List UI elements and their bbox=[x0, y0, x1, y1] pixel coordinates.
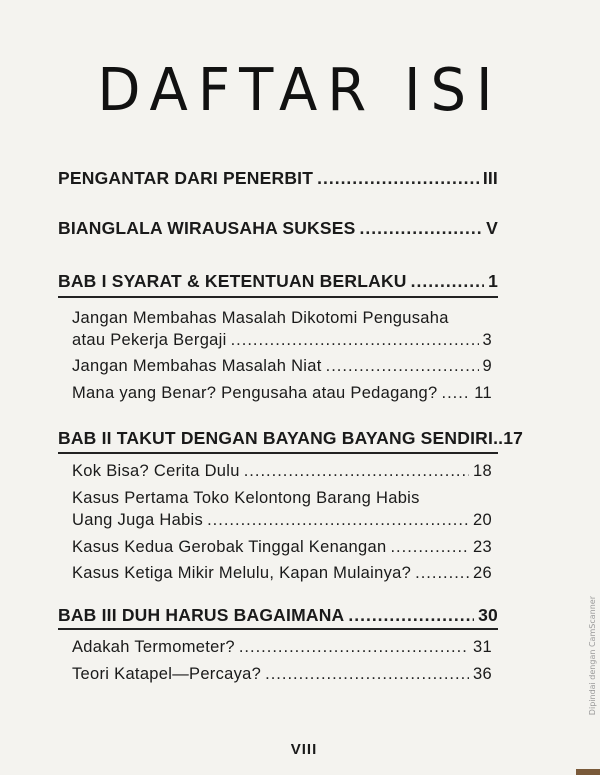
section-page: 30 bbox=[478, 605, 498, 625]
section-page: III bbox=[482, 168, 498, 188]
dot-leader bbox=[415, 564, 469, 583]
item-page: 23 bbox=[473, 538, 492, 556]
section-rule bbox=[58, 296, 498, 298]
item-page: 9 bbox=[482, 357, 492, 375]
item-page: 11 bbox=[474, 384, 492, 402]
item-label: Teori Katapel—Percaya? bbox=[72, 665, 262, 683]
page-number: VIII bbox=[290, 741, 318, 758]
section-label: BAB II TAKUT DENGAN BAYANG BAYANG SENDIRI.. bbox=[58, 428, 504, 448]
dot-leader bbox=[265, 665, 469, 684]
section-page: 1 bbox=[488, 271, 498, 291]
section-label: PENGANTAR DARI PENERBIT bbox=[58, 168, 314, 188]
item-label: Kasus Kedua Gerobak Tinggal Kenangan bbox=[72, 538, 387, 556]
dot-leader bbox=[231, 331, 479, 350]
item-label: Jangan Membahas Masalah Niat bbox=[72, 357, 322, 375]
toc-item[interactable] bbox=[72, 357, 492, 376]
toc-item[interactable] bbox=[72, 564, 492, 583]
page-edge bbox=[576, 769, 600, 775]
item-label: Kasus Ketiga Mikir Melulu, Kapan Mulainya? bbox=[72, 564, 412, 582]
section-rule bbox=[58, 628, 498, 630]
dot-leader bbox=[326, 357, 479, 376]
toc-item[interactable] bbox=[72, 462, 492, 481]
toc-item[interactable] bbox=[72, 538, 492, 557]
item-page: 31 bbox=[473, 638, 492, 656]
bleed-through-text bbox=[150, 0, 480, 40]
section-label: BIANGLALA WIRAUSAHA SUKSES bbox=[58, 218, 356, 238]
dot-leader bbox=[411, 271, 484, 292]
item-label: Adakah Termometer? bbox=[72, 638, 235, 656]
section-label: BAB III DUH HARUS BAGAIMANA bbox=[58, 605, 345, 625]
dot-leader bbox=[244, 462, 469, 481]
item-label: Kok Bisa? Cerita Dulu bbox=[72, 462, 240, 480]
section-rule bbox=[58, 452, 498, 454]
item-page: 36 bbox=[473, 665, 492, 683]
toc-item[interactable] bbox=[72, 638, 492, 657]
item-page: 26 bbox=[473, 564, 492, 582]
toc-section[interactable] bbox=[58, 218, 498, 239]
section-label: BAB I SYARAT & KETENTUAN BERLAKU bbox=[58, 271, 407, 291]
toc-item-line1: Jangan Membahas Masalah Dikotomi Pengusaha bbox=[72, 309, 449, 327]
scanner-watermark: Dipindai dengan CamScanner bbox=[588, 595, 597, 715]
dot-leader bbox=[348, 605, 474, 626]
item-label: atau Pekerja Bergaji bbox=[72, 331, 227, 349]
item-label: Mana yang Benar? Pengusaha atau Pedagang? bbox=[72, 384, 438, 402]
item-label: Uang Juga Habis bbox=[72, 511, 204, 529]
toc-item[interactable] bbox=[72, 665, 492, 684]
toc-section[interactable] bbox=[58, 605, 498, 626]
dot-leader bbox=[442, 384, 471, 403]
section-page: V bbox=[486, 218, 498, 238]
toc-section[interactable] bbox=[58, 428, 524, 449]
toc-section[interactable] bbox=[58, 168, 498, 189]
page-title: DAFTAR ISI bbox=[97, 56, 503, 125]
section-page: 17 bbox=[503, 428, 524, 448]
dot-leader bbox=[239, 638, 469, 657]
toc-section[interactable] bbox=[58, 271, 498, 292]
dot-leader bbox=[390, 538, 469, 557]
item-page: 18 bbox=[473, 462, 492, 480]
toc-item[interactable] bbox=[72, 384, 492, 403]
dot-leader bbox=[360, 218, 483, 239]
dot-leader bbox=[207, 511, 469, 530]
item-page: 20 bbox=[473, 511, 492, 529]
dot-leader bbox=[317, 168, 479, 189]
toc-item[interactable] bbox=[72, 331, 492, 350]
item-page: 3 bbox=[482, 331, 492, 349]
toc-item[interactable] bbox=[72, 511, 492, 530]
toc-item-line1: Kasus Pertama Toko Kelontong Barang Habis bbox=[72, 489, 420, 507]
